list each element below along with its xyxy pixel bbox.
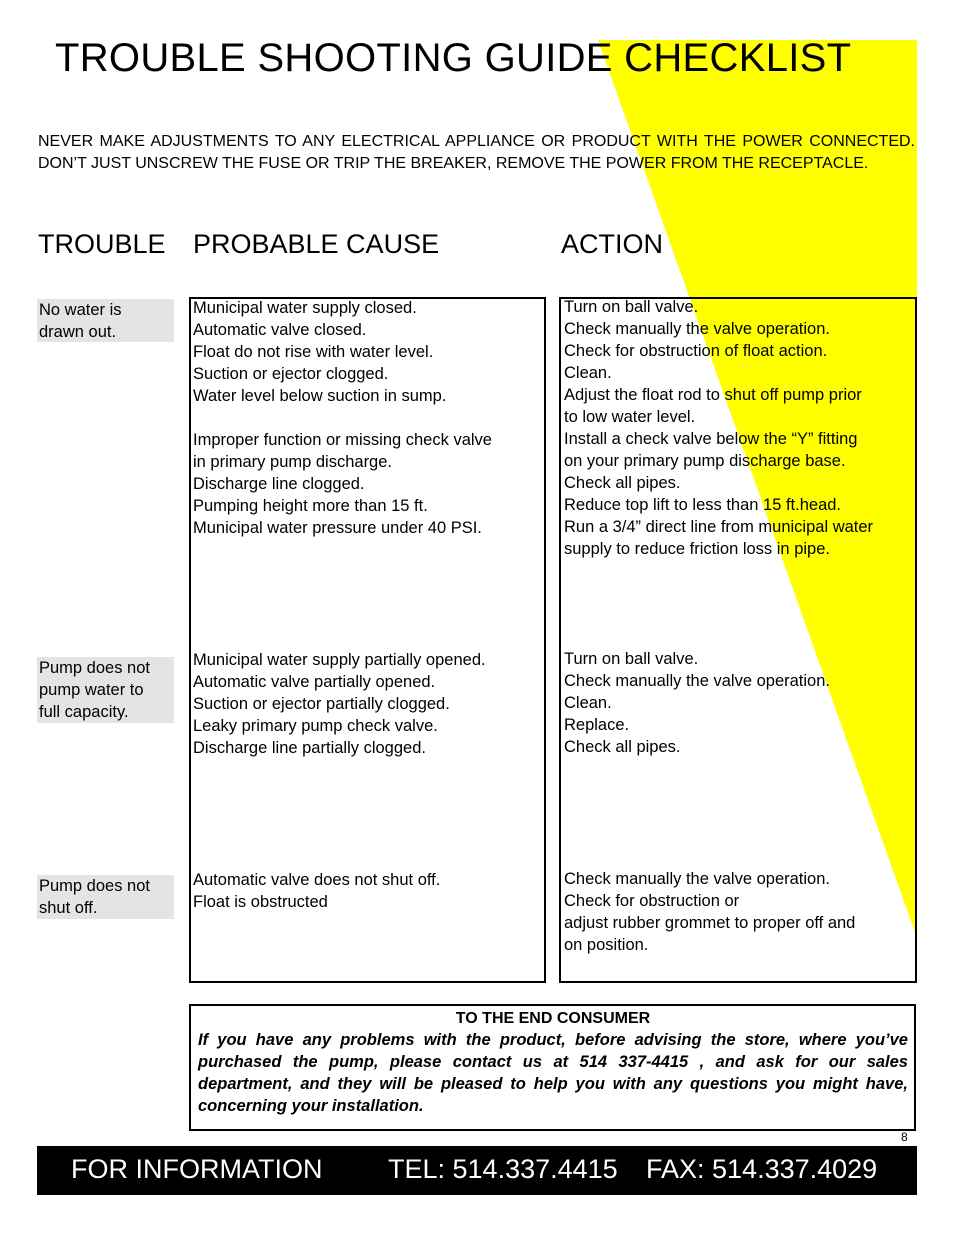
notice-body: If you have any problems with the product, before advising the store, where you’ve purchased the pump, please contact us at 514 337-4415 , and ask for our sales department, and they will be pleased to help you with any questions you might have, concerning your installation. xyxy=(198,1031,908,1115)
trouble-line: Pump does not xyxy=(39,659,150,677)
action-item: on your primary pump discharge base. xyxy=(564,452,846,470)
trouble-line: Pump does not xyxy=(39,877,150,895)
action-item: Check manually the valve operation. xyxy=(564,870,830,888)
action-item: Adjust the float rod to shut off pump prior xyxy=(564,386,862,404)
cause-item: Improper function or missing check valve xyxy=(193,431,492,449)
action-item: Turn on ball valve. xyxy=(564,298,699,316)
cause-item: Water level below suction in sump. xyxy=(193,387,447,405)
trouble-line: No water is xyxy=(39,301,122,319)
footer-fax: FAX: 514.337.4029 xyxy=(646,1154,878,1184)
trouble-label xyxy=(37,875,174,919)
action-item: to low water level. xyxy=(564,408,696,426)
action-item: Check manually the valve operation. xyxy=(564,320,830,338)
cause-item: Suction or ejector clogged. xyxy=(193,365,389,383)
trouble-line: drawn out. xyxy=(39,323,117,341)
action-item: Reduce top lift to less than 15 ft.head. xyxy=(564,496,842,514)
trouble-label xyxy=(37,299,174,342)
action-list xyxy=(564,868,855,956)
cause-item: Leaky primary pump check valve. xyxy=(193,717,438,735)
cause-item: Municipal water supply closed. xyxy=(193,299,417,317)
action-item: Check for obstruction or xyxy=(564,892,740,910)
footer-label: FOR INFORMATION xyxy=(71,1154,323,1184)
trouble-line: pump water to xyxy=(39,681,144,699)
cause-item: Municipal water pressure under 40 PSI. xyxy=(193,519,482,537)
end-consumer-notice xyxy=(189,1004,916,1131)
safety-warning: NEVER MAKE ADJUSTMENTS TO ANY ELECTRICAL APPLIANCE OR PRODUCT WITH THE POWER CONNECTED. DON’T JUST UNSCREW THE FUSE OR TRIP THE BREAKER, REMOVE THE POWER FROM THE RECEPTACLE. xyxy=(38,133,915,172)
action-item: on position. xyxy=(564,936,649,954)
action-item: Check manually the valve operation. xyxy=(564,672,830,690)
cause-item: Float do not rise with water level. xyxy=(193,343,434,361)
notice-heading: TO THE END CONSUMER xyxy=(455,1010,651,1027)
trouble-line: shut off. xyxy=(39,899,98,917)
cause-item: in primary pump discharge. xyxy=(193,453,392,471)
cause-item: Pumping height more than 15 ft. xyxy=(193,497,428,515)
action-item: Install a check valve below the “Y” fitting xyxy=(564,430,858,448)
cause-item: Discharge line clogged. xyxy=(193,475,365,493)
action-list xyxy=(564,296,873,560)
header-probable-cause: PROBABLE CAUSE xyxy=(193,229,440,259)
cause-item: Automatic valve partially opened. xyxy=(193,673,436,691)
cause-item xyxy=(193,407,492,429)
trouble-line: full capacity. xyxy=(39,703,129,721)
cause-item: Automatic valve closed. xyxy=(193,321,367,339)
trouble-label xyxy=(37,657,174,723)
action-list xyxy=(564,648,830,758)
action-item: Clean. xyxy=(564,364,612,382)
footer-telephone: TEL: 514.337.4415 xyxy=(388,1154,618,1184)
cause-item: Suction or ejector partially clogged. xyxy=(193,695,450,713)
action-item: Run a 3/4” direct line from municipal water xyxy=(564,518,874,536)
action-item: Clean. xyxy=(564,694,612,712)
cause-item: Municipal water supply partially opened. xyxy=(193,651,486,669)
cause-item: Float is obstructed xyxy=(193,893,328,911)
action-item: Turn on ball valve. xyxy=(564,650,699,668)
action-item: supply to reduce friction loss in pipe. xyxy=(564,540,830,558)
cause-list xyxy=(193,869,440,913)
header-action: ACTION xyxy=(561,229,664,259)
page-number: 8 xyxy=(901,1130,908,1144)
header-trouble: TROUBLE xyxy=(38,229,166,259)
action-item: Check all pipes. xyxy=(564,474,681,492)
cause-list xyxy=(193,297,492,539)
page-title: TROUBLE SHOOTING GUIDE CHECKLIST xyxy=(55,36,852,80)
cause-item: Automatic valve does not shut off. xyxy=(193,871,441,889)
cause-list xyxy=(193,649,486,759)
action-item: adjust rubber grommet to proper off and xyxy=(564,914,856,932)
action-item: Check for obstruction of float action. xyxy=(564,342,828,360)
action-item: Replace. xyxy=(564,716,630,734)
action-item: Check all pipes. xyxy=(564,738,681,756)
contact-footer xyxy=(37,1146,917,1195)
cause-item: Discharge line partially clogged. xyxy=(193,739,426,757)
